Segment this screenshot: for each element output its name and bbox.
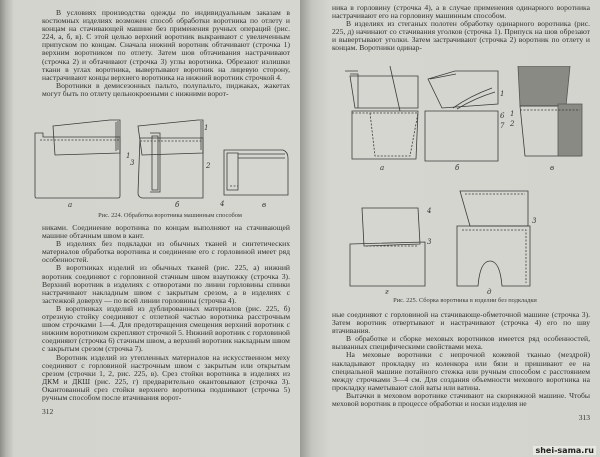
svg-text:3: 3: [532, 217, 537, 225]
svg-text:1: 1: [126, 152, 131, 160]
paragraph: ника в горловину (строчка 4), а в случае применения одинарного воротника настрачивают его на горловину машинным способом.: [332, 3, 590, 21]
svg-text:3: 3: [130, 159, 135, 167]
svg-text:6: 6: [500, 112, 505, 120]
svg-text:4: 4: [220, 200, 225, 208]
svg-text:1: 1: [510, 110, 515, 118]
paragraph: На меховые воротники с непрочной кожевой тканью (мездрой) накладывают прокладку из коленкора или бязи и пришивают ее на специальной машине потайного стежка или ручным способом с расстоянием между строчками 3—4 см. Для создания объемности мехового воротника на прокладку наметывают слой ваты или ватина.: [332, 350, 590, 392]
paragraph: никами. Соединение воротника по концам выполняют на стачивающей машине обтачным швом в кант.: [42, 223, 290, 241]
page-number: 313: [578, 413, 590, 423]
text-block-top: [332, 4, 590, 53]
text-block-bottom: [42, 224, 290, 416]
svg-text:в: в: [262, 201, 267, 208]
paragraph: Воротники в демисезонных пальто, полупальто, пиджаках, жакетах могут быть по отлету цельнокроеными с нижними ворот-: [42, 80, 290, 98]
figure-v: [219, 150, 288, 208]
svg-text:б: б: [175, 201, 180, 208]
figure-a: [35, 120, 130, 208]
figure-d: [457, 191, 537, 294]
paragraph: В воротниках изделий из обычных тканей (рис. 225, а) нижний воротник соединяют с горловиной стачным швом взаутюжку (строчка 3). Верхний воротник в изделиях с отворотами по линии горловины спинки настрачивают накладным швом с закрытым срезом, а в изделиях с застежкой доверху — по всей линии горловины (строчка 4).: [42, 263, 290, 305]
svg-text:4: 4: [427, 207, 432, 215]
text-block-top: [42, 9, 290, 98]
paragraph: В условиях производства одежды по индивидуальным заказам в костюмных изделиях возможен способ обработки воротника по отлету и концам на стачивающей машине без применения ручных операций (рис. 224, а, б, в). С этой целью верхний воротник выкраивают с увеличенным припуском по концам. Сначала нижний воротник обтачивают (строчка 1) верхним воротником по отлету. Затем шов обтачивания настрачивают (строчка 2) и обтачивают (строчка 3) углы воротника. Обрезают излишки ткани в углах воротника, вывертывают воротник на лицевую сторону, настрачивают концы верхнего воротника на нижний воротник строчкой 4.: [42, 8, 290, 82]
svg-text:2: 2: [206, 162, 211, 170]
svg-text:а: а: [380, 164, 385, 172]
paragraph: ные соединяют с горловиной на стачивающе-обметочной машине (строчка 3). Затем воротник отвертывают и настрачивают (строчка 4) его по шву втачивания.: [332, 310, 590, 336]
svg-text:3: 3: [427, 238, 432, 246]
svg-text:1: 1: [500, 90, 505, 98]
figure-224: [30, 118, 300, 208]
paragraph: В воротниках изделий из дублированных материалов (рис. 225, б) отрезную стойку соединяют с отлетной частью воротника расстрочным швом строчками 1—4. Для предотвращения смещения верхний воротник с нижним воротником скрепляют строчкой 5. Нижний воротник с горловиной соединяют (строчка 6) стачным швом, а верхний воротник накладным швом с закрытым срезом (строчка 7).: [42, 303, 290, 354]
right-page: [300, 0, 600, 457]
text-block-bottom: [332, 311, 590, 422]
figure-225: [330, 66, 600, 294]
figure-a: [345, 66, 418, 172]
figure-b: [425, 71, 505, 172]
paragraph: В изделиях из стеганых полотен обработку одинарного воротника (рис. 225, д) начинают со стачивания уголков (строчка 1). Припуск на шов обрезают и вывертывают уголки. Затем застрачивают (строчка 2) воротник по отлету и концам. Воротники одинар-: [332, 19, 590, 53]
svg-text:д: д: [487, 288, 492, 294]
page-number: 312: [42, 407, 54, 417]
svg-text:1: 1: [204, 124, 209, 132]
figure-caption: Рис. 224. Обработка воротника машинным способом: [98, 212, 242, 219]
paragraph: Воротник изделий из утепленных материалов на искусственном меху соединяют с горловиной настрочным швом с закрытым или открытым срезом (строчки 1, 2, рис. 225, в). Срез стойки воротника в изделиях из ДКМ и ДКШ (рис. 225, г) предварительно окантовывают (строчка 3). Окантованный срез стойки верхнего воротника подшивают (строчка 5) ручным способом после втачивания ворот-: [42, 352, 290, 402]
paragraph: Вытачки в меховом воротнике стачивают на скорняжной машине. Чтобы меховой воротник в процессе обработки и носки изделия не: [332, 390, 590, 409]
svg-text:г: г: [385, 288, 389, 294]
figure-b: [130, 120, 211, 208]
svg-text:а: а: [68, 201, 73, 208]
figure-v: [509, 66, 582, 172]
figure-g: [350, 207, 432, 294]
svg-text:7: 7: [500, 122, 505, 130]
svg-text:б: б: [455, 164, 460, 172]
figure-caption: Рис. 225. Сборка воротника в изделии без подкладки: [393, 297, 537, 304]
svg-text:2: 2: [510, 120, 515, 128]
paragraph: В обработке и сборке меховых воротников имеется ряд особенностей, вызванных специфическими свойствами меха.: [332, 334, 590, 352]
svg-text:в: в: [550, 164, 555, 172]
watermark: shei-sama.ru: [535, 446, 594, 455]
paragraph: В изделиях без подкладки из обычных тканей и синтетических материалов обработка воротника и соединение его с горловиной имеет ряд особенностей.: [42, 239, 290, 265]
